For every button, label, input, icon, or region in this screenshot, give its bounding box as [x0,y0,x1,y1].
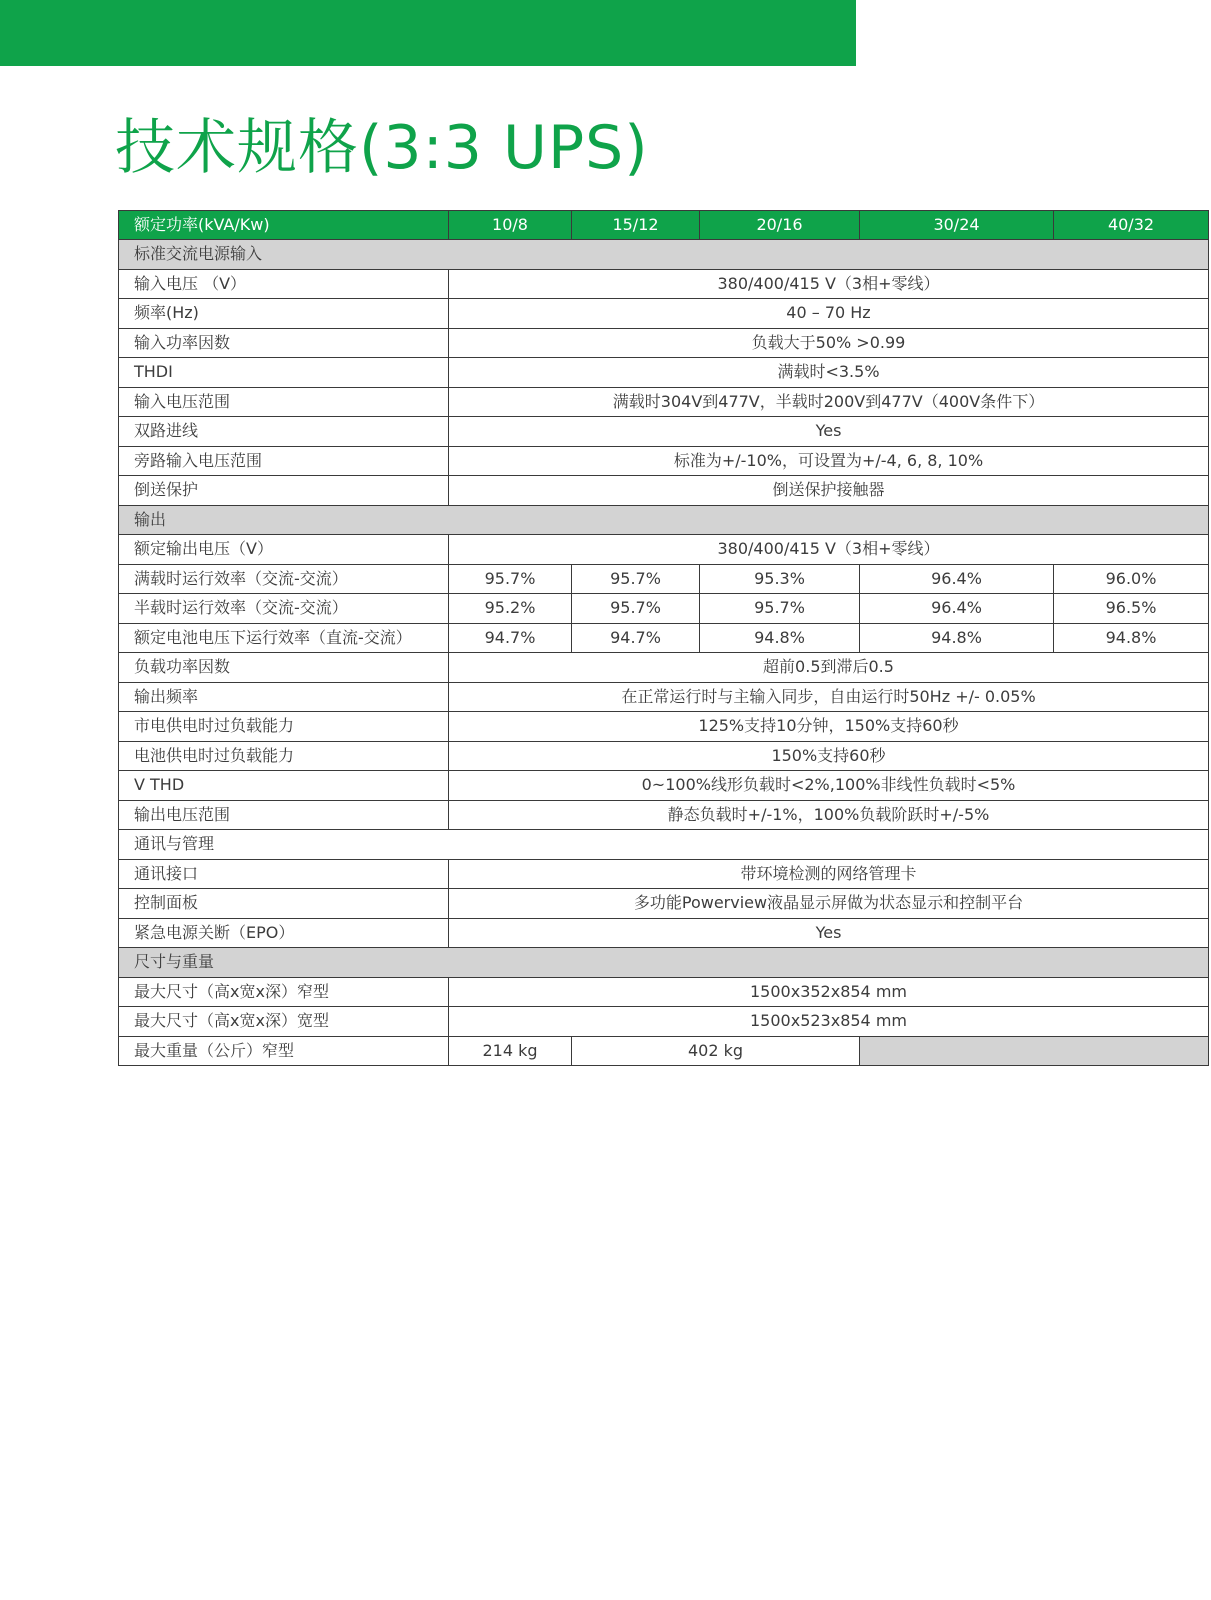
spec-label: 额定输出电压（V） [119,535,449,565]
table-row [119,800,1209,830]
top-brand-bar [0,0,856,66]
spec-label: 紧急电源关断（EPO） [119,918,449,948]
table-row [119,269,1209,299]
table-row [119,741,1209,771]
table-row [119,889,1209,919]
header-model: 30/24 [860,211,1054,240]
table-header-row [119,211,1209,240]
spec-value: 94.8% [1054,623,1209,653]
spec-value: 95.7% [572,564,700,594]
spec-value: 95.3% [700,564,860,594]
table-row [119,299,1209,329]
spec-table [118,210,1209,1066]
not-applicable-cell [860,1036,1209,1066]
spec-label: 满载时运行效率（交流-交流） [119,564,449,594]
spec-value: Yes [449,918,1209,948]
table-row [119,682,1209,712]
spec-value: 1500x352x854 mm [449,977,1209,1007]
spec-label: 输出频率 [119,682,449,712]
spec-value: 96.4% [860,594,1054,624]
spec-value: 多功能Powerview液晶显示屏做为状态显示和控制平台 [449,889,1209,919]
spec-value: 满载时<3.5% [449,358,1209,388]
section-title: 输出 [119,505,1209,535]
header-model: 20/16 [700,211,860,240]
table-row [119,977,1209,1007]
spec-value: 1500x523x854 mm [449,1007,1209,1037]
spec-value: 94.8% [700,623,860,653]
spec-value: 倒送保护接触器 [449,476,1209,506]
spec-value: 94.7% [449,623,572,653]
section-header-row [119,830,1209,860]
spec-value: 96.5% [1054,594,1209,624]
spec-label: 输入电压 （V） [119,269,449,299]
spec-value: 95.7% [449,564,572,594]
table-row [119,417,1209,447]
section-title: 通讯与管理 [119,830,1209,860]
spec-value: 负载大于50% >0.99 [449,328,1209,358]
spec-label: 双路进线 [119,417,449,447]
spec-label: 负载功率因数 [119,653,449,683]
header-model: 40/32 [1054,211,1209,240]
spec-label: 最大尺寸（高x宽x深）窄型 [119,977,449,1007]
table-row [119,623,1209,653]
spec-value: 95.7% [572,594,700,624]
table-row [119,771,1209,801]
spec-table-body [119,211,1209,1066]
section-header-row [119,505,1209,535]
spec-value: 标准为+/-10%，可设置为+/-4, 6, 8, 10% [449,446,1209,476]
spec-label: 通讯接口 [119,859,449,889]
spec-label: THDI [119,358,449,388]
spec-value: 95.7% [700,594,860,624]
table-row [119,564,1209,594]
spec-value: 380/400/415 V（3相+零线） [449,269,1209,299]
spec-label: 输入电压范围 [119,387,449,417]
spec-label: 电池供电时过负载能力 [119,741,449,771]
spec-value: 0~100%线形负载时<2%,100%非线性负载时<5% [449,771,1209,801]
table-row [119,1007,1209,1037]
section-title: 标准交流电源输入 [119,240,1209,270]
spec-value: 满载时304V到477V，半载时200V到477V（400V条件下） [449,387,1209,417]
table-row [119,859,1209,889]
spec-value: 125%支持10分钟，150%支持60秒 [449,712,1209,742]
spec-value: 带环境检测的网络管理卡 [449,859,1209,889]
spec-value: 380/400/415 V（3相+零线） [449,535,1209,565]
spec-label: 旁路输入电压范围 [119,446,449,476]
spec-value: 在正常运行时与主输入同步，自由运行时50Hz +/- 0.05% [449,682,1209,712]
spec-label: 控制面板 [119,889,449,919]
table-row [119,712,1209,742]
table-row [119,387,1209,417]
header-label: 额定功率(kVA/Kw) [119,211,449,240]
spec-label: 倒送保护 [119,476,449,506]
table-row [119,446,1209,476]
spec-value: 94.7% [572,623,700,653]
spec-value: 96.0% [1054,564,1209,594]
table-row [119,358,1209,388]
spec-label: 输入功率因数 [119,328,449,358]
spec-value: 402 kg [572,1036,860,1066]
table-row [119,1036,1209,1066]
header-model: 15/12 [572,211,700,240]
header-model: 10/8 [449,211,572,240]
table-row [119,476,1209,506]
spec-label: 半载时运行效率（交流-交流） [119,594,449,624]
spec-value: 214 kg [449,1036,572,1066]
spec-label: V THD [119,771,449,801]
section-header-row [119,240,1209,270]
spec-value: 150%支持60秒 [449,741,1209,771]
spec-label: 市电供电时过负载能力 [119,712,449,742]
table-row [119,535,1209,565]
spec-value: 95.2% [449,594,572,624]
table-row [119,918,1209,948]
spec-value: Yes [449,417,1209,447]
spec-value: 超前0.5到滞后0.5 [449,653,1209,683]
spec-value: 40 – 70 Hz [449,299,1209,329]
spec-label: 额定电池电压下运行效率（直流-交流） [119,623,449,653]
table-row [119,653,1209,683]
spec-value: 静态负载时+/-1%，100%负载阶跃时+/-5% [449,800,1209,830]
table-row [119,594,1209,624]
section-header-row [119,948,1209,978]
spec-label: 最大尺寸（高x宽x深）宽型 [119,1007,449,1037]
spec-value: 96.4% [860,564,1054,594]
spec-label: 输出电压范围 [119,800,449,830]
section-title: 尺寸与重量 [119,948,1209,978]
spec-label: 最大重量（公斤）窄型 [119,1036,449,1066]
page-title: 技术规格(3:3 UPS) [115,113,649,183]
spec-label: 频率(Hz) [119,299,449,329]
table-row [119,328,1209,358]
spec-value: 94.8% [860,623,1054,653]
